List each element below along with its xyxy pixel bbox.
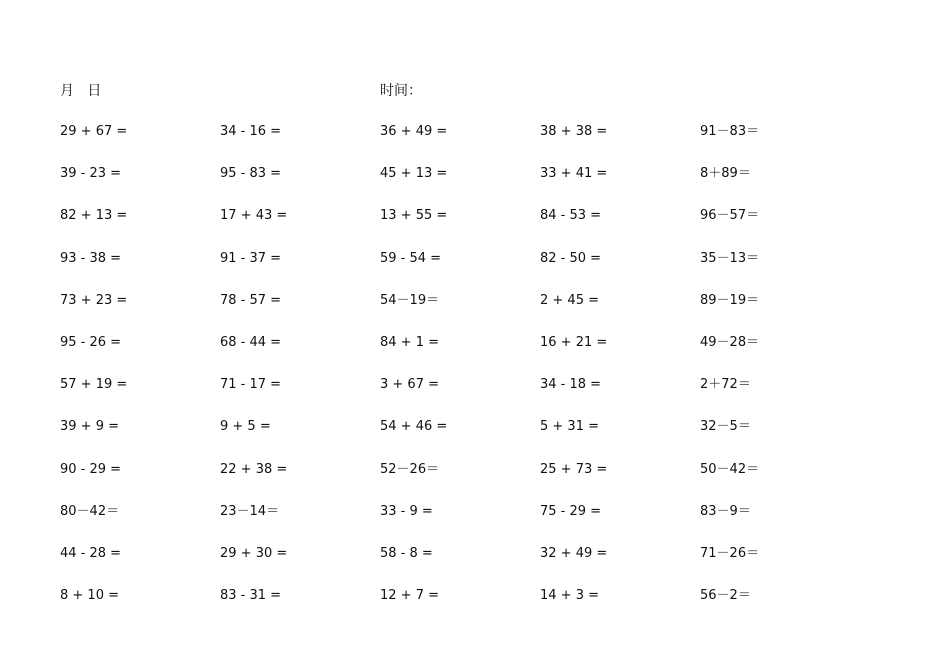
arithmetic-problem: 44 - 28 = <box>60 545 122 561</box>
arithmetic-problem: 52－26＝ <box>380 461 440 477</box>
arithmetic-problem: 58 - 8 = <box>380 545 433 561</box>
arithmetic-problem: 33 + 41 = <box>540 166 608 182</box>
arithmetic-problem: 96－57＝ <box>700 208 760 224</box>
time-label: 时间： <box>380 83 422 99</box>
arithmetic-problem: 39 - 23 = <box>60 166 122 182</box>
arithmetic-problem: 5 + 31 = <box>540 419 599 435</box>
arithmetic-problem: 73 + 23 = <box>60 292 128 308</box>
arithmetic-problem: 57 + 19 = <box>60 377 128 393</box>
arithmetic-problem: 68 - 44 = <box>220 334 282 350</box>
arithmetic-problem: 29 + 30 = <box>220 545 288 561</box>
arithmetic-problem: 91－83＝ <box>700 124 760 139</box>
arithmetic-problem: 45 + 13 = <box>380 166 448 182</box>
arithmetic-problem: 8 + 10 = <box>60 588 119 604</box>
arithmetic-problem: 54－19＝ <box>380 292 440 308</box>
arithmetic-problem: 17 + 43 = <box>220 208 288 224</box>
arithmetic-problem: 13 + 55 = <box>380 208 448 224</box>
arithmetic-problem: 93 - 38 = <box>60 250 122 266</box>
arithmetic-problem: 56－2＝ <box>700 588 751 604</box>
arithmetic-problem: 49－28＝ <box>700 334 760 350</box>
arithmetic-problem: 83－9＝ <box>700 503 751 519</box>
arithmetic-problem: 14 + 3 = <box>540 588 599 604</box>
arithmetic-problem: 2 + 45 = <box>540 292 599 308</box>
arithmetic-problem: 36 + 49 = <box>380 124 448 139</box>
arithmetic-problem: 38 + 38 = <box>540 124 608 139</box>
arithmetic-problem: 35－13＝ <box>700 250 760 266</box>
arithmetic-problem: 32－5＝ <box>700 419 751 435</box>
arithmetic-problem: 71－26＝ <box>700 545 760 561</box>
arithmetic-problem: 33 - 9 = <box>380 503 433 519</box>
arithmetic-problem: 91 - 37 = <box>220 250 282 266</box>
arithmetic-problem: 16 + 21 = <box>540 334 608 350</box>
arithmetic-problem: 12 + 7 = <box>380 588 439 604</box>
arithmetic-problem: 71 - 17 = <box>220 377 282 393</box>
arithmetic-problem: 82 - 50 = <box>540 250 602 266</box>
arithmetic-problem: 3 + 67 = <box>380 377 439 393</box>
arithmetic-problem: 22 + 38 = <box>220 461 288 477</box>
arithmetic-problem: 2＋72＝ <box>700 377 751 393</box>
arithmetic-problem: 59 - 54 = <box>380 250 442 266</box>
arithmetic-problem: 34 - 18 = <box>540 377 602 393</box>
arithmetic-problem: 34 - 16 = <box>220 124 282 139</box>
arithmetic-problem: 54 + 46 = <box>380 419 448 435</box>
arithmetic-problem: 82 + 13 = <box>60 208 128 224</box>
arithmetic-problem: 90 - 29 = <box>60 461 122 477</box>
problem-grid <box>60 123 860 629</box>
arithmetic-problem: 83 - 31 = <box>220 588 282 604</box>
arithmetic-problem: 23－14＝ <box>220 503 280 519</box>
date-label: 月 日 <box>60 83 102 99</box>
arithmetic-problem: 89－19＝ <box>700 292 760 308</box>
arithmetic-problem: 29 + 67 = <box>60 124 128 139</box>
arithmetic-problem: 32 + 49 = <box>540 545 608 561</box>
arithmetic-problem: 9 + 5 = <box>220 419 271 435</box>
arithmetic-problem: 78 - 57 = <box>220 292 282 308</box>
arithmetic-problem: 25 + 73 = <box>540 461 608 477</box>
arithmetic-problem: 8＋89＝ <box>700 166 751 182</box>
arithmetic-problem: 75 - 29 = <box>540 503 602 519</box>
arithmetic-problem: 39 + 9 = <box>60 419 119 435</box>
arithmetic-problem: 95 - 83 = <box>220 166 282 182</box>
arithmetic-problem: 80－42＝ <box>60 503 120 519</box>
arithmetic-problem: 84 + 1 = <box>380 334 439 350</box>
arithmetic-problem: 84 - 53 = <box>540 208 602 224</box>
arithmetic-problem: 95 - 26 = <box>60 334 122 350</box>
worksheet-header <box>0 80 950 102</box>
arithmetic-problem: 50－42＝ <box>700 461 760 477</box>
